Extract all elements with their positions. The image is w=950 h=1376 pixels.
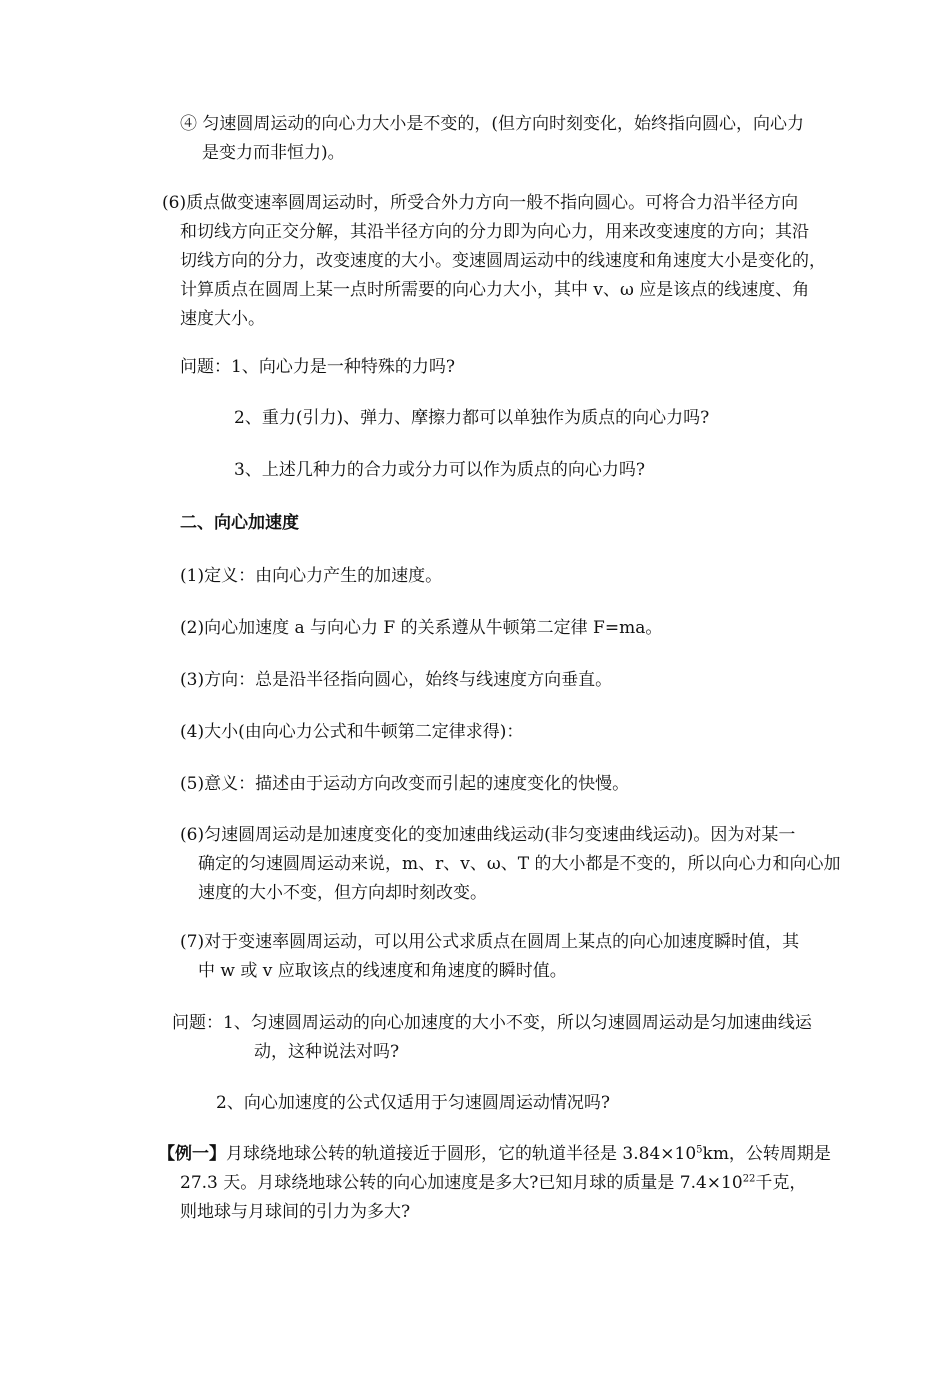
- section-item-7: [180, 928, 799, 986]
- text-line: [158, 1140, 831, 1169]
- example-text: km，公转周期是: [702, 1144, 831, 1164]
- text-line: 动，这种说法对吗?: [254, 1042, 400, 1062]
- example-text: 千克，: [755, 1173, 807, 1193]
- text-line: (7)对于变速率圆周运动，可以用公式求质点在圆周上某点的向心加速度瞬时值，其: [180, 932, 800, 952]
- exponent: 22: [742, 1173, 756, 1185]
- paragraph-centripetal-force-4: [180, 110, 804, 168]
- text-line: 速度的大小不变，但方向却时刻改变。: [198, 883, 487, 903]
- example-1: [158, 1140, 831, 1227]
- text-line: [158, 1169, 831, 1198]
- text-line: 中 w 或 v 应取该点的线速度和角速度的瞬时值。: [198, 961, 567, 981]
- section-item-3: (3)方向：总是沿半径指向圆心，始终与线速度方向垂直。: [180, 670, 613, 690]
- section-item-2: (2)向心加速度 a 与向心力 F 的关系遵从牛顿第二定律 F=ma。: [180, 618, 663, 638]
- text-line: 确定的匀速圆周运动来说，m、r、v、ω、T 的大小都是不变的，所以向心力和向心加: [198, 854, 841, 874]
- text-line: 问题：1、匀速圆周运动的向心加速度的大小不变，所以匀速圆周运动是匀加速曲线运: [172, 1013, 812, 1033]
- example-text: 月球绕地球公转的轨道接近于圆形，它的轨道半径是 3.84×10: [226, 1144, 697, 1164]
- text-line: 是变力而非恒力)。: [202, 143, 345, 163]
- text-line: 速度大小。: [180, 309, 265, 329]
- question-block-2: [172, 1009, 812, 1067]
- question-block-2-item-2: 2、向心加速度的公式仅适用于匀速圆周运动情况吗?: [216, 1093, 610, 1113]
- example-label: 【例一】: [158, 1144, 226, 1164]
- text-line: 计算质点在圆周上某一点时所需要的向心力大小，其中 v、ω 应是该点的线速度、角: [180, 280, 810, 300]
- text-line: (6)质点做变速率圆周运动时，所受合外力方向一般不指向圆心。可将合力沿半径方向: [162, 193, 799, 213]
- section-item-4: (4)大小(由向心力公式和牛顿第二定律求得)：: [180, 722, 524, 742]
- paragraph-item-6: [162, 189, 826, 334]
- section-heading: 二、向心加速度: [180, 513, 299, 533]
- question-1: 问题：1、向心力是一种特殊的力吗?: [180, 357, 455, 377]
- text-line: 则地球与月球间的引力为多大?: [180, 1202, 411, 1222]
- exponent: 5: [696, 1144, 703, 1156]
- question-3: 3、上述几种力的合力或分力可以作为质点的向心力吗?: [234, 460, 645, 480]
- text-line: (6)匀速圆周运动是加速度变化的变加速曲线运动(非匀变速曲线运动)。因为对某一: [180, 825, 796, 845]
- text-line: 和切线方向正交分解，其沿半径方向的分力即为向心力，用来改变速度的方向；其沿: [180, 222, 809, 242]
- text-line: ④ 匀速圆周运动的向心力大小是不变的，(但方向时刻变化，始终指向圆心，向心力: [180, 114, 805, 134]
- question-2: 2、重力(引力)、弹力、摩擦力都可以单独作为质点的向心力吗?: [234, 408, 710, 428]
- text-line: 切线方向的分力，改变速度的大小。变速圆周运动中的线速度和角速度大小是变化的，: [180, 251, 826, 271]
- example-text: 27.3 天。月球绕地球公转的向心加速度是多大?已知月球的质量是 7.4×10: [180, 1173, 743, 1193]
- section-item-1: (1)定义：由向心力产生的加速度。: [180, 566, 443, 586]
- section-item-5: (5)意义：描述由于运动方向改变而引起的速度变化的快慢。: [180, 774, 630, 794]
- section-item-6: [180, 821, 840, 908]
